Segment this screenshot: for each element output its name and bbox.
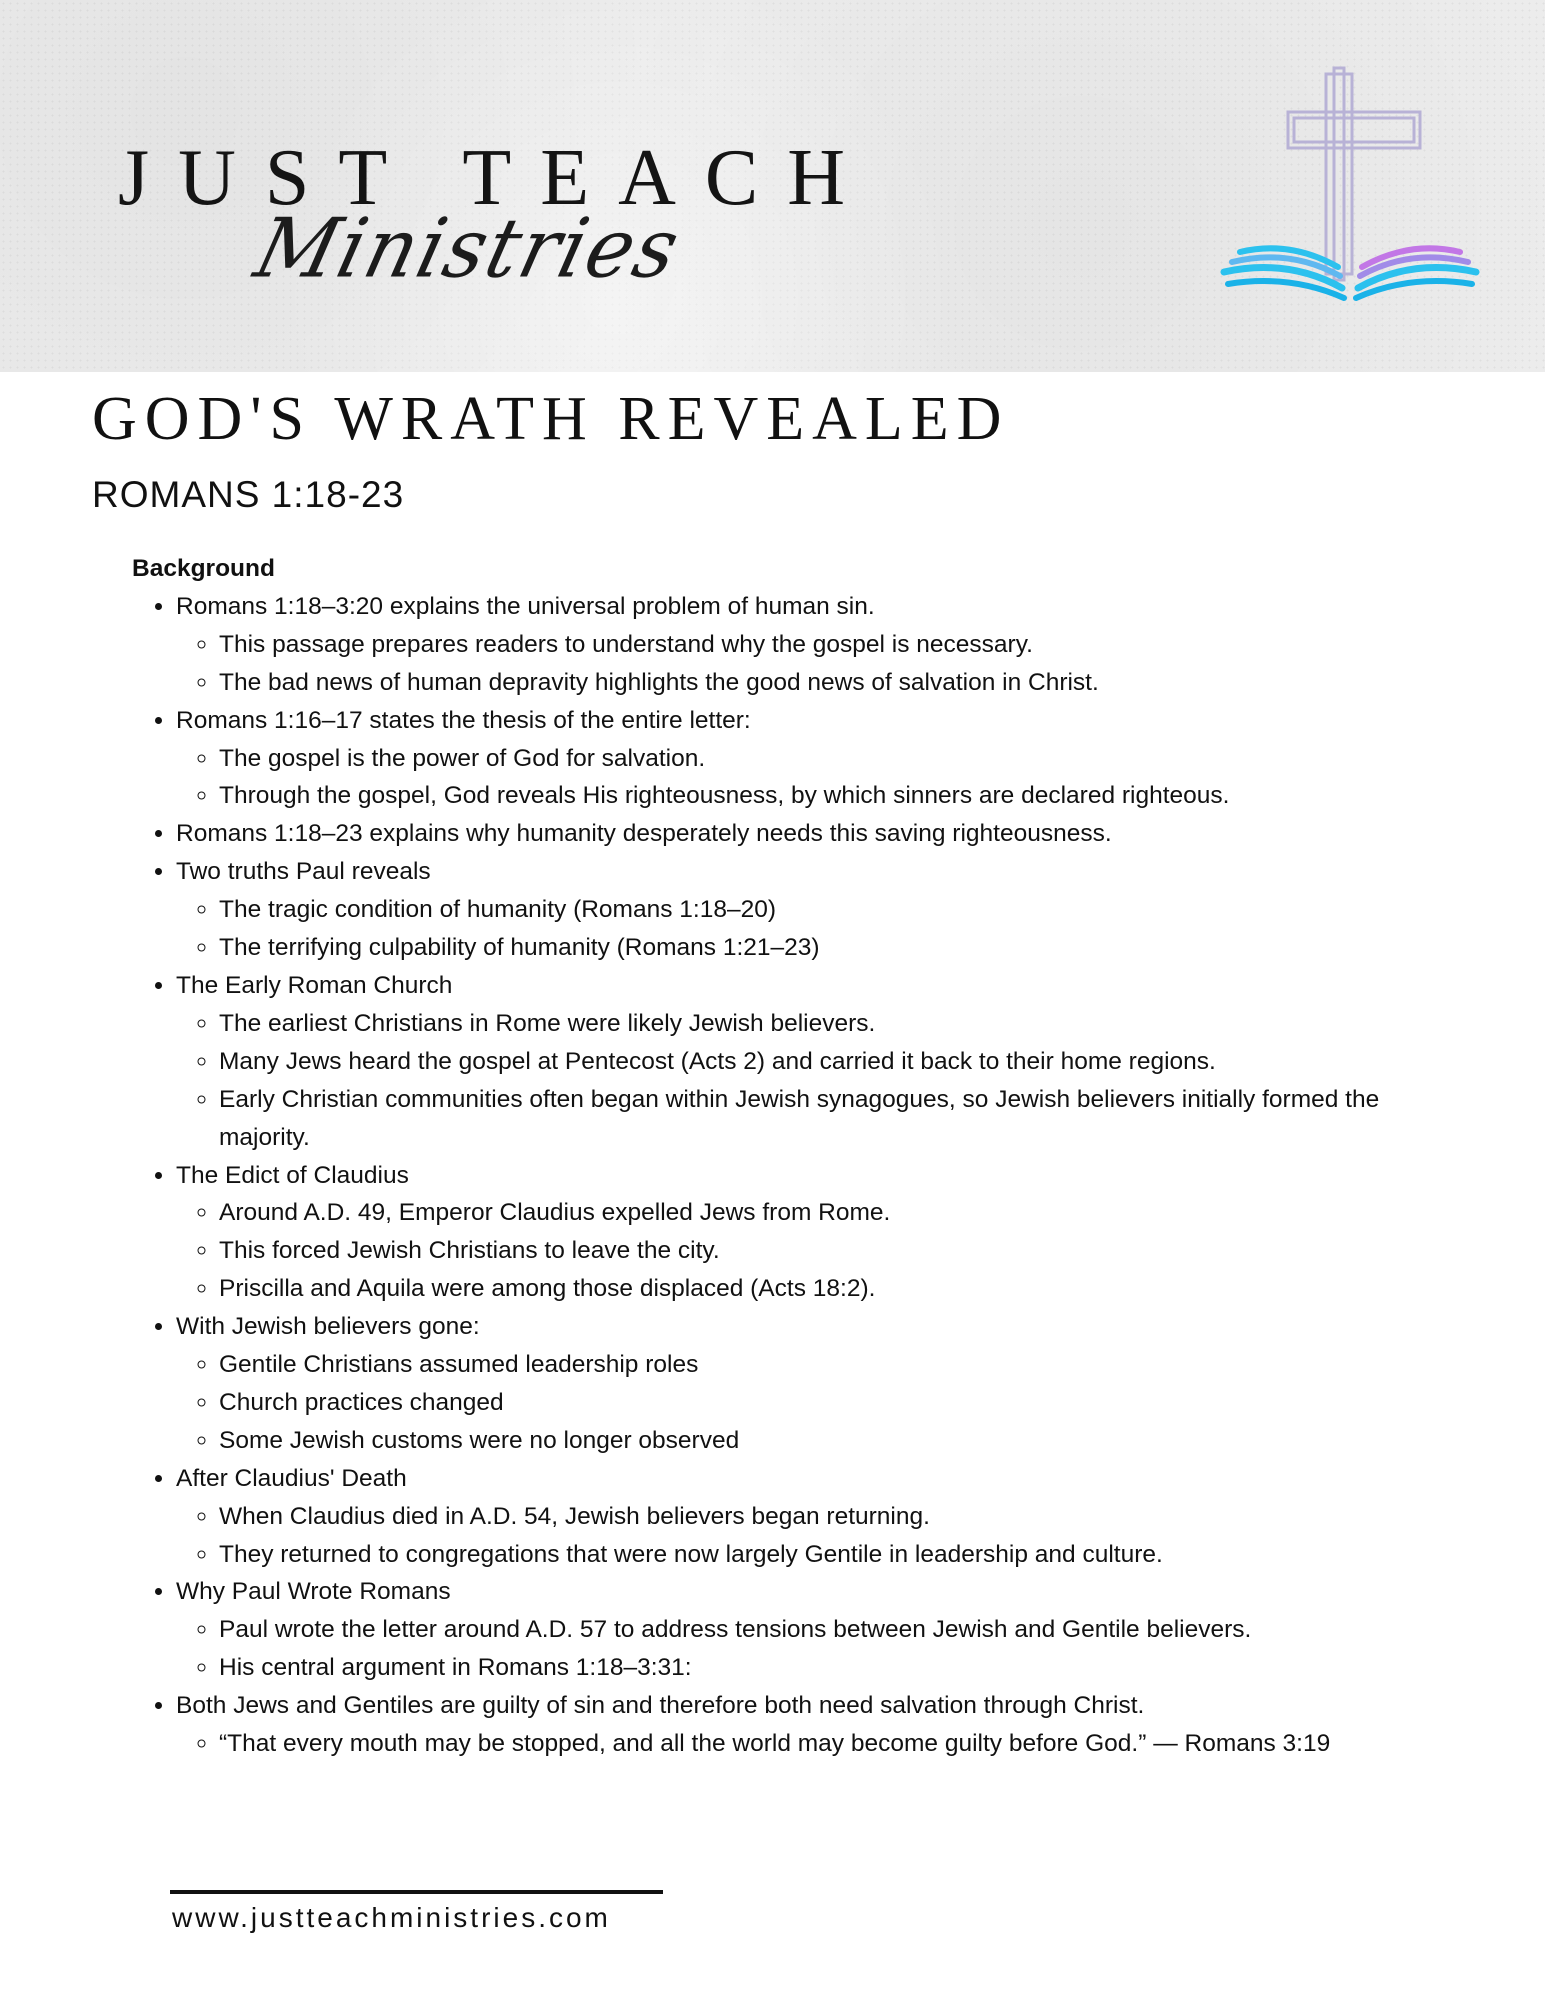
brand-script: Ministries	[246, 201, 690, 297]
list-item	[176, 1157, 1392, 1309]
page-subtitle: ROMANS 1:18-23	[92, 474, 405, 515]
footer-divider	[170, 1890, 663, 1894]
sub-list-item: ◦ Gentile Christians assumed leadership roles	[219, 1346, 1392, 1384]
sub-list-item: ◦ They returned to congregations that were now largely Gentile in leadership and culture.	[219, 1536, 1392, 1574]
list-item	[176, 853, 1392, 967]
list-item-text: Why Paul Wrote Romans	[176, 1578, 451, 1606]
sub-list-item: ◦ Some Jewish customs were no longer observed	[219, 1422, 1392, 1460]
list-item-text: Romans 1:16–17 states the thesis of the entire letter:	[176, 706, 751, 734]
sub-list-item: ◦ Many Jews heard the gospel at Pentecost (Acts 2) and carried it back to their home regions.	[219, 1043, 1392, 1081]
sub-list-item: ◦ When Claudius died in A.D. 54, Jewish believers began returning.	[219, 1498, 1392, 1536]
list-item-text: Both Jews and Gentiles are guilty of sin and therefore both need salvation through Christ.	[176, 1692, 1145, 1720]
list-item-text: With Jewish believers gone:	[176, 1313, 480, 1341]
list-item	[176, 588, 1392, 702]
list-item-text: Romans 1:18–3:20 explains the universal problem of human sin.	[176, 592, 875, 620]
page-title: GOD'S WRATH REVEALED	[92, 385, 1010, 453]
sub-list-item: ◦ Paul wrote the letter around A.D. 57 to address tensions between Jewish and Gentile believers.	[219, 1611, 1392, 1649]
list-item-text: Romans 1:18–23 explains why humanity desperately needs this saving righteousness.	[176, 820, 1112, 848]
sub-list	[176, 1725, 1392, 1763]
background-list	[132, 588, 1392, 1763]
list-item	[176, 1687, 1392, 1763]
header-banner	[0, 0, 1545, 372]
sub-list-item: ◦ Through the gospel, God reveals His righteousness, by which sinners are declared righteous.	[219, 777, 1392, 815]
sub-list	[176, 740, 1392, 816]
list-item	[176, 1308, 1392, 1460]
sub-list	[176, 891, 1392, 967]
sub-list	[176, 1498, 1392, 1574]
sub-list-item: ◦ Early Christian communities often began within Jewish synagogues, so Jewish believers initially formed the majority.	[219, 1081, 1392, 1157]
list-item	[176, 1460, 1392, 1574]
list-item-text: The Edict of Claudius	[176, 1161, 409, 1189]
list-item-text: After Claudius' Death	[176, 1464, 407, 1492]
sub-list	[176, 1611, 1392, 1687]
sub-list-item: ◦ Around A.D. 49, Emperor Claudius expelled Jews from Rome.	[219, 1194, 1392, 1232]
footer-url: www.justteachministries.com	[172, 1902, 611, 1933]
list-item	[176, 815, 1392, 853]
sub-list-item: ◦ The earliest Christians in Rome were likely Jewish believers.	[219, 1005, 1392, 1043]
sub-list-item: ◦ The gospel is the power of God for salvation.	[219, 740, 1392, 778]
sub-list-item: ◦ His central argument in Romans 1:18–3:31:	[219, 1649, 1392, 1687]
section-heading: Background	[132, 555, 275, 582]
list-item-text: Two truths Paul reveals	[176, 858, 431, 886]
cross-and-open-bible-icon	[1210, 62, 1490, 312]
brand-name: JUST TEACH	[118, 134, 875, 222]
sub-list	[176, 1005, 1392, 1157]
sub-list-item: ◦ This passage prepares readers to understand why the gospel is necessary.	[219, 626, 1392, 664]
sub-list-item: ◦ “That every mouth may be stopped, and all the world may become guilty before God.” — Romans 3:19	[219, 1725, 1392, 1763]
sub-list	[176, 1346, 1392, 1460]
sub-list	[176, 626, 1392, 702]
list-item	[176, 1573, 1392, 1687]
list-item	[176, 702, 1392, 816]
sub-list	[176, 1194, 1392, 1308]
background-section	[132, 550, 1392, 1763]
sub-list-item: ◦ The tragic condition of humanity (Romans 1:18–20)	[219, 891, 1392, 929]
sub-list-item: ◦ Priscilla and Aquila were among those displaced (Acts 18:2).	[219, 1270, 1392, 1308]
list-item-text: The Early Roman Church	[176, 971, 453, 999]
list-item	[176, 967, 1392, 1157]
sub-list-item: ◦ Church practices changed	[219, 1384, 1392, 1422]
sub-list-item: ◦ This forced Jewish Christians to leave the city.	[219, 1232, 1392, 1270]
sub-list-item: ◦ The bad news of human depravity highlights the good news of salvation in Christ.	[219, 664, 1392, 702]
sub-list-item: ◦ The terrifying culpability of humanity (Romans 1:21–23)	[219, 929, 1392, 967]
